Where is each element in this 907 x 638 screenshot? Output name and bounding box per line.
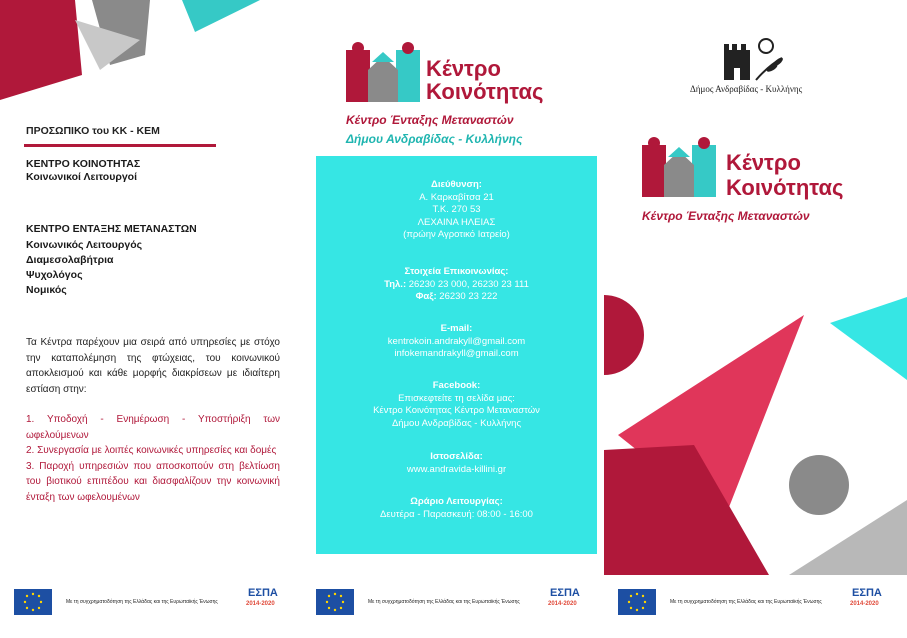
espa-years: 2014-2020 [548,601,577,607]
kem-section [26,222,197,298]
kem-item: Ψυχολόγος [26,269,83,281]
address-heading: Διεύθυνση: [431,179,482,190]
eu-flag-icon [618,589,656,615]
logo-text-line2: Κοινότητας [426,79,544,104]
email-block [316,323,597,361]
kem-item: Διαμεσολαβήτρια [26,254,114,266]
facebook-line: Επισκεφτείτε τη σελίδα μας: [398,392,515,404]
grey-circle [789,455,849,515]
address-block [316,179,597,242]
service-item: 1. Υποδοχή - Ενημέρωση - Υποστήριξη των ωφελούμενων [26,414,280,441]
footer-right [618,585,880,621]
facebook-line: Κέντρο Κοινότητας Κέντρο Μεταναστών [373,405,540,416]
eu-flag-icon [316,589,354,615]
logo-text-line2: Κοινότητας [726,175,844,200]
services-intro: Τα Κέντρα παρέχουν μια σειρά από υπηρεσίες με στόχο την καταπολέμηση της φτώχειας, του κοινωνικού αποκλεισμού και κάθε μορφής διακρίσεων με ιδιαίτερη εστίαση στην: [26,337,280,395]
decorative-shapes-top-left [0,0,302,110]
staff-title: ΠΡΟΣΩΠΙΚΟ του ΚΚ - ΚΕΜ [26,125,160,137]
espa-logo: ΕΣΠΑ [550,587,580,599]
kk-heading: ΚΕΝΤΡΟ ΚΟΙΝΟΤΗΤΑΣ [26,158,141,170]
kem-item: Κοινωνικός Λειτουργός [26,239,143,251]
facebook-heading: Facebook: [432,380,481,391]
espa-logo: ΕΣΠΑ [852,587,882,599]
kk-section [26,158,140,185]
kk-item: Κοινωνικοί Λειτουργοί [26,171,137,183]
espa-years: 2014-2020 [850,601,879,607]
facebook-line: Δήμου Ανδραβίδας - Κυλλήνης [391,417,522,429]
cofinance-text: Με τη συγχρηματοδότηση της Ελλάδας και της Ευρωπαϊκής Ένωσης [670,599,822,605]
subtitle-municipality: Δήμου Ανδραβίδας - Κυλλήνης [346,132,523,146]
eu-flag-icon [14,589,52,615]
phone-line [316,279,597,292]
decorative-shapes-bottom-right [604,285,907,575]
services-list [26,412,280,505]
service-item: 2. Συνεργασία με λοιπές κοινωνικές υπηρεσίες και δομές [26,445,277,456]
facebook-block [316,380,597,430]
cofinance-text: Με τη συγχρηματοδότηση της Ελλάδας και της Ευρωπαϊκής Ένωσης [368,599,520,605]
title-underline [24,144,216,147]
subtitle-migrants: Κέντρο Ένταξης Μεταναστών [642,209,810,223]
website-block [316,451,597,476]
crimson-triangle [0,0,82,100]
website-heading: Ιστοσελίδα: [430,451,483,462]
subtitle-migrants: Κέντρο Ένταξης Μεταναστών [346,113,514,127]
kem-item: Νομικός [26,284,67,296]
kk-logo-icon [642,137,718,199]
fax-label: Φαξ: [415,291,437,302]
email-link[interactable]: kentrokoin.andrakyll@gmail.com [387,335,526,347]
middle-panel [302,0,604,638]
cyan-triangle [830,297,907,380]
logo-text-line1: Κέντρο [426,56,501,81]
fax-value: 26230 23 222 [436,291,498,302]
left-panel [0,0,302,638]
hours-heading: Ωράριο Λειτουργίας: [410,496,503,507]
castle-emblem-icon [720,36,790,82]
kem-heading: ΚΕΝΤΡΟ ΕΝΤΑΞΗΣ ΜΕΤΑΝΑΣΤΩΝ [26,223,197,235]
hours-block [316,496,597,521]
email-link[interactable]: infokemandrakyll@gmail.com [394,348,519,359]
espa-logo: ΕΣΠΑ [248,587,278,599]
phone-label: Τηλ.: [384,278,407,290]
footer-middle [316,585,578,621]
website-link[interactable]: www.andravida-killini.gr [406,463,507,475]
address-line: Α. Καρκαβίτσα 21 [419,191,494,203]
contact-heading: Στοιχεία Επικοινωνίας: [404,266,509,277]
logo-text-line1: Κέντρο [726,150,801,175]
address-line: ΛΕΧΑΙΝΑ ΗΛΕΙΑΣ [417,216,496,228]
kk-logo-icon [346,42,422,104]
contact-box [316,156,597,554]
phone-value: 26230 23 000, 26230 23 111 [406,278,529,290]
municipality-name: Δήμος Ανδραβίδας - Κυλλήνης [690,84,803,94]
cyan-triangle [182,0,260,32]
hours-text: Δευτέρα - Παρασκευή: 08:00 - 16:00 [380,508,533,520]
address-line: Τ.Κ. 270 53 [432,204,481,215]
footer-left [14,585,276,621]
address-line: (πρώην Αγροτικό Ιατρείο) [403,229,510,240]
email-heading: E-mail: [440,323,473,334]
service-item: 3. Παροχή υπηρεσιών που αποσκοπούν στη βελτίωση του βιοτικού επιπέδου και διασφαλίζουν την κοινωνική ένταξη των ωφελουμένων [26,460,280,503]
espa-years: 2014-2020 [246,601,275,607]
cofinance-text: Με τη συγχρηματοδότηση της Ελλάδας και της Ευρωπαϊκής Ένωσης [66,599,218,605]
fax-line [316,291,597,304]
right-panel [604,0,907,638]
contact-block [316,266,597,304]
